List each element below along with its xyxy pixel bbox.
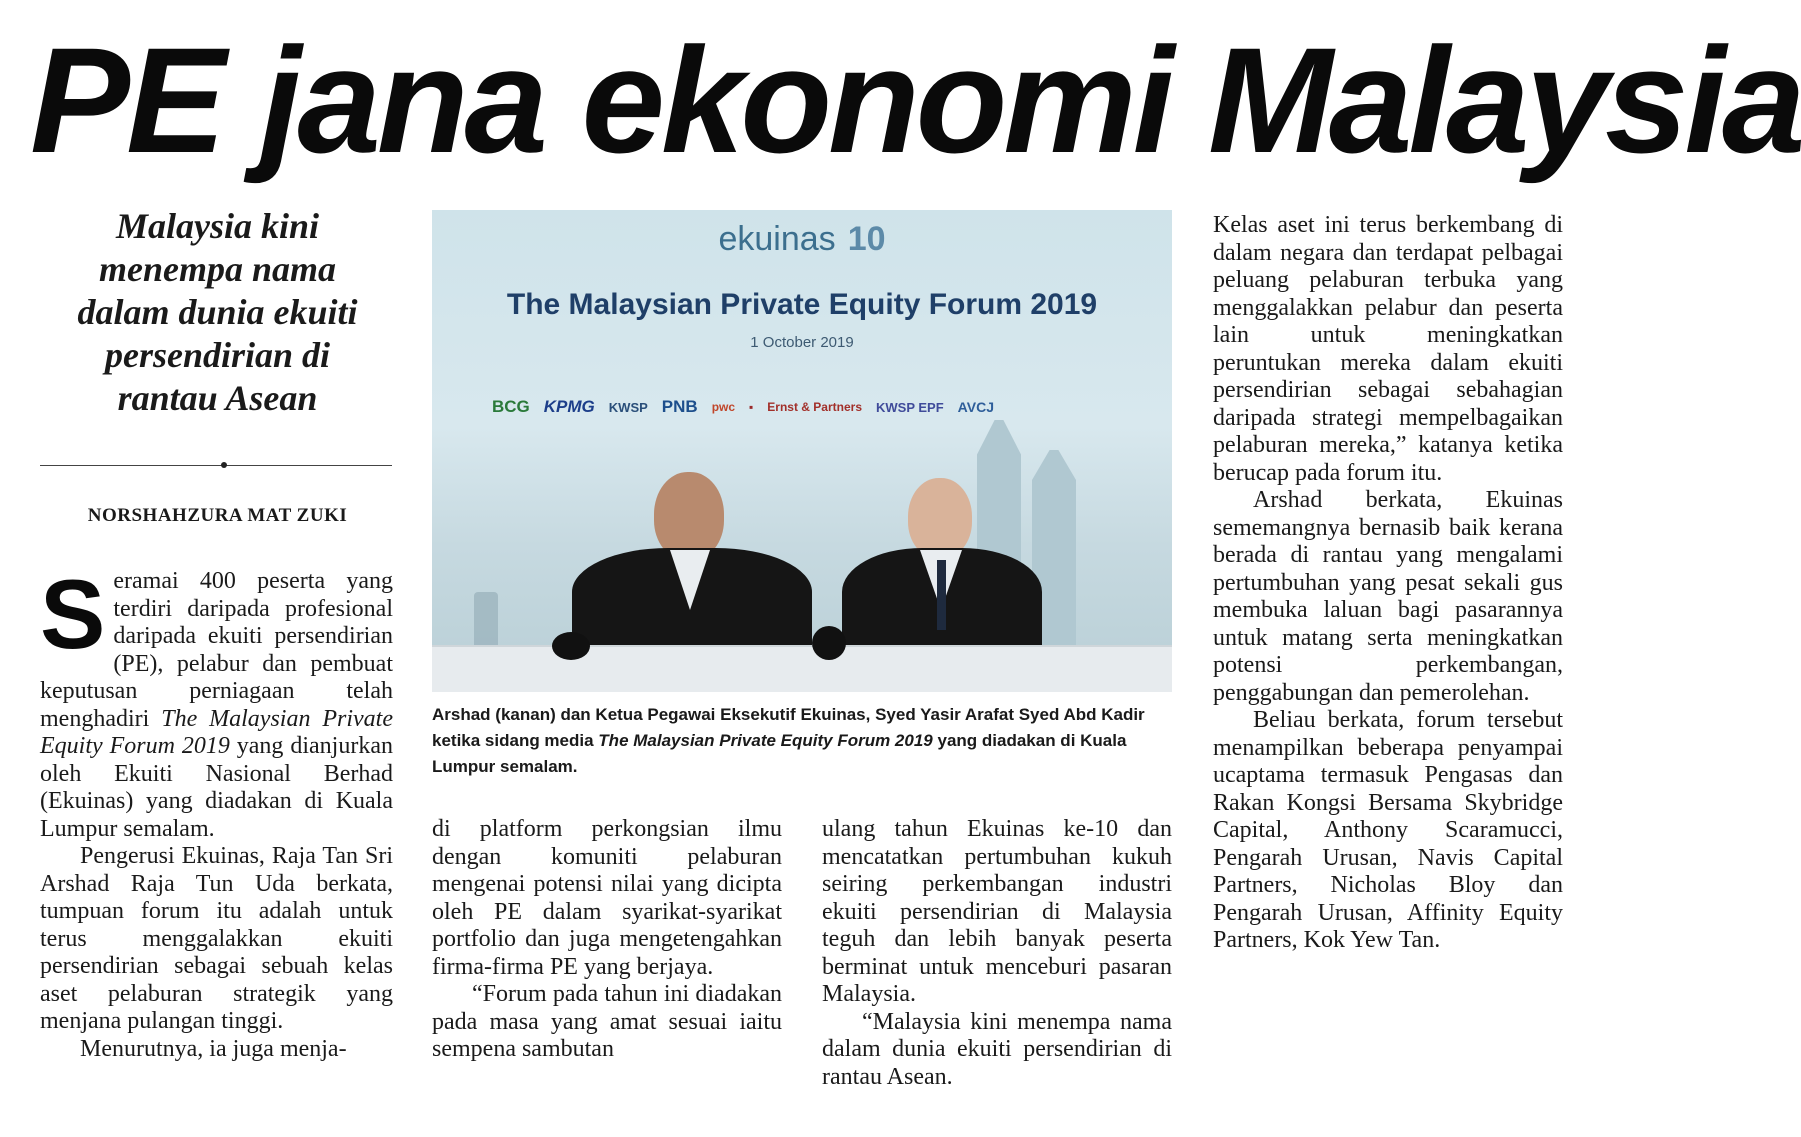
paragraph-5-start: “Malaysia kini menempa nama dalam dunia ekuiti persendirian di rantau Asean. <box>822 1008 1172 1090</box>
article-column-3 <box>822 816 1172 1091</box>
paragraph-3-cont: di platform perkongsian ilmu dengan komuniti pelaburan mengenai potensi nilai yang dicipta oleh PE dalam syarikat-syarikat portfolio dan juga mengetengahkan firma-firma PE yang berjaya. <box>432 816 782 980</box>
standfirst-line: rantau Asean <box>117 378 318 418</box>
brand-name: ekuinas <box>718 220 836 258</box>
sponsor-logo: KWSP EPF <box>876 399 944 415</box>
article-column-2 <box>432 816 782 1064</box>
sponsor-logo: AVCJ <box>957 399 994 415</box>
paragraph-7: Beliau berkata, forum tersebut menampilkan beberapa penyampai ucaptama termasuk Pengasas dan Rakan Kongsi Bersama Skybridge Capital, Anthony Scaramucci, Pengarah Urusan, Navis Capital Partners, Nicholas Bloy dan Pengarah Urusan, Affinity Equity Partners, Kok Yew Tan. <box>1213 707 1563 953</box>
person-tie <box>937 560 946 630</box>
standfirst-line: persendirian di <box>104 335 331 375</box>
paragraph-6: Arshad berkata, Ekuinas sememangnya bernasib baik kerana berada di rantau yang mengalami pertumbuhan yang pesat sekali gus membuka laluan bagi pasarannya untuk matang serta meningkatkan potensi perkembangan, penggabungan dan pemerolehan. <box>1213 487 1563 706</box>
divider-dot <box>221 462 227 468</box>
paragraph-3-start: Menurutnya, ia juga menja- <box>80 1035 347 1062</box>
divider-rule <box>40 465 392 466</box>
caption-text: Arshad (kanan) dan Ketua Pegawai Eksekutif Ekuinas, Syed Yasir Arafat Syed Abd Kadir ketika sidang media <box>432 705 1145 750</box>
paragraph-2: Pengerusi Ekuinas, Raja Tan Sri Arshad Raja Tun Uda berkata, tumpuan forum itu adalah untuk terus menggalakkan ekuiti persendirian sebagai sebuah kelas aset pelaburan strategik yang menjana pulangan tinggi. <box>40 843 393 1034</box>
sponsor-logos <box>492 392 1132 422</box>
photo-caption <box>432 702 1172 780</box>
article-column-1 <box>40 559 393 1063</box>
sponsor-logo: PNB <box>661 397 698 416</box>
ekuinas-logo <box>432 220 1172 259</box>
sponsor-logo: KWSP <box>608 399 648 415</box>
paragraph-1 <box>40 559 393 843</box>
anniversary-mark: 10 <box>847 220 886 258</box>
article-column-4 <box>1213 212 1563 955</box>
person-head <box>908 478 972 558</box>
paragraph-text: yang dianjurkan oleh Ekuiti Nasional Berhad (Ekuinas) yang diadakan di Kuala Lumpur semalam. <box>40 733 393 842</box>
microphone <box>552 632 590 660</box>
paragraph-5-cont: Kelas aset ini terus berkembang di dalam negara dan terdapat pelbagai peluang pelaburan terbuka yang menggalakkan pelabur dan peserta lain untuk meningkatkan peruntukan mereka dalam ekuiti persendirian sebagai sebahagian daripada strategi mempelbagaikan pelaburan mereka,” katanya ketika berucap pada forum itu. <box>1213 212 1563 486</box>
paragraph-4-start: “Forum pada tahun ini diadakan pada masa yang amat sesuai iaitu sempena sambutan <box>432 981 782 1062</box>
event-name: The Malaysian Private Equity Forum 2019 <box>40 705 393 759</box>
standfirst <box>40 205 395 420</box>
sponsor-logo: BCG <box>492 397 530 416</box>
press-photo <box>432 210 1172 690</box>
person-left <box>572 472 812 652</box>
dropcap: S <box>40 559 106 669</box>
sponsor-logo: pwc <box>711 400 736 414</box>
backdrop-title: The Malaysian Private Equity Forum 2019 <box>506 288 1098 321</box>
microphone <box>812 626 846 660</box>
caption-event: The Malaysian Private Equity Forum 2019 <box>598 731 933 750</box>
sponsor-logo: Ernst & Partners <box>767 400 862 414</box>
person-head <box>654 472 724 560</box>
headline: PE jana ekonomi Malaysia <box>30 16 1801 184</box>
standfirst-line: menempa nama <box>98 249 336 289</box>
sponsor-logo: ▪ <box>749 400 754 414</box>
person-right <box>842 478 1042 648</box>
paragraph-text: eramai 400 peserta yang terdiri daripada profesional daripada ekuiti persendirian (PE), pelabur dan pembuat keputusan perniagaan telah menghadiri <box>40 568 393 732</box>
press-table <box>432 645 1172 692</box>
backdrop-date: 1 October 2019 <box>750 334 854 351</box>
standfirst-line: dalam dunia ekuiti <box>77 292 358 332</box>
standfirst-line: Malaysia kini <box>115 206 320 246</box>
caption-text: yang diadakan di Kuala Lumpur semalam. <box>432 731 1127 776</box>
sponsor-logo: KPMG <box>543 397 595 416</box>
paragraph-4-cont: ulang tahun Ekuinas ke-10 dan mencatatkan pertumbuhan kukuh seiring perkembangan industri ekuiti persendirian di Malaysia teguh dan lebih banyak peserta berminat untuk menceburi pasaran Malaysia. <box>822 816 1172 1007</box>
byline: NORSHAHZURA MAT ZUKI <box>87 505 348 526</box>
